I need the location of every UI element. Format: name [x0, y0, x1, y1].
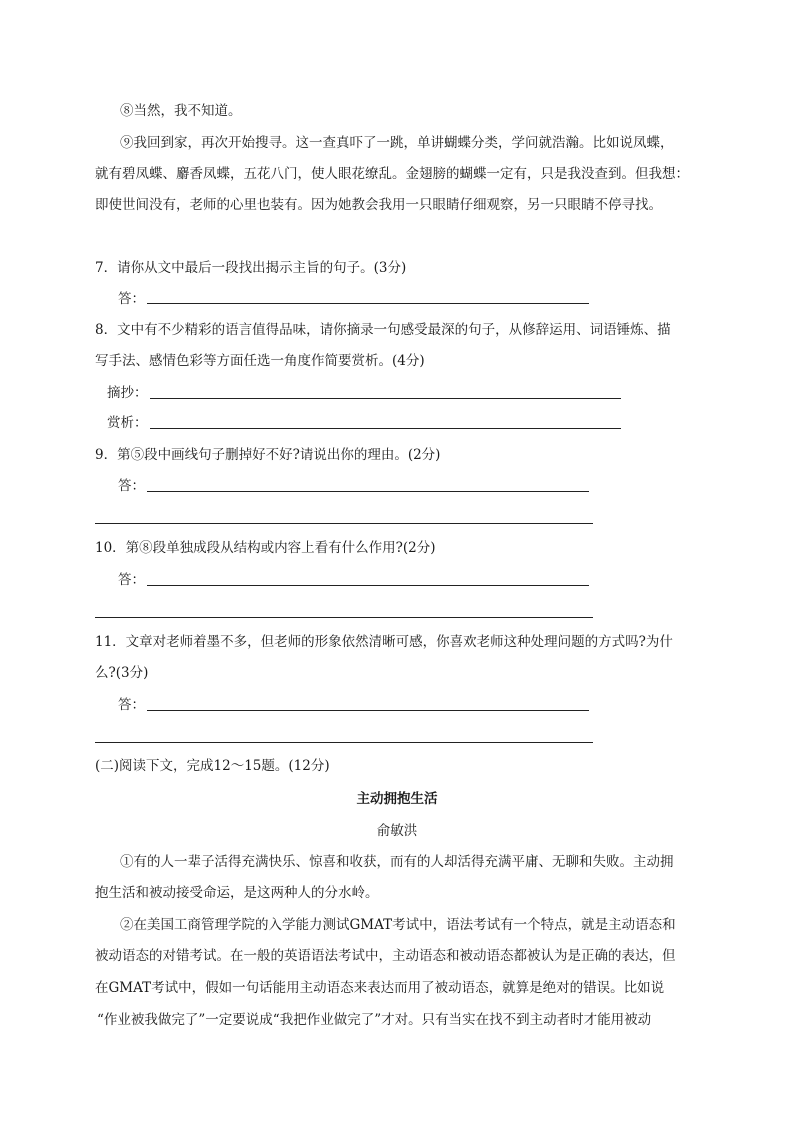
section-2-intro: (二)阅读下文，完成12～15题。(12分)	[95, 758, 330, 774]
article-paragraph-2-line-1: ②在美国工商管理学院的入学能力测试GMAT考试中，语法考试有一个特点，就是主动语态和	[120, 917, 676, 933]
article-author: 俞敏洪	[376, 823, 418, 839]
article-paragraph-1-line-2: 抱生活和被动接受命运，是这两种人的分水岭。	[95, 885, 379, 901]
question-9: 9．第⑤段中画线句子删掉好不好?请说出你的理由。(2分)	[95, 447, 441, 463]
appreciation-label: 赏析：	[107, 415, 148, 431]
answer-line-2[interactable]	[95, 523, 593, 524]
answer-line[interactable]	[147, 303, 589, 304]
article-paragraph-1-line-1: ①有的人一辈子活得充满快乐、惊喜和收获，而有的人却活得充满平庸、无聊和失败。主动拥	[120, 854, 674, 870]
answer-line[interactable]	[147, 710, 589, 711]
question-11-line-1: 11．文章对老师着墨不多，但老师的形象依然清晰可感，你喜欢老师这种处理问题的方式吗?为什	[95, 634, 673, 650]
answer-label: 答：	[118, 697, 145, 713]
paragraph-9-line-3: 即使世间没有，老师的心里也装有。因为她教会我用一只眼睛仔细观察，另一只眼睛不停寻找。	[95, 197, 662, 213]
article-paragraph-2-line-3: 在GMAT考试中，假如一句话能用主动语态来表达而用了被动语态，就算是绝对的错误。比如说	[95, 980, 665, 996]
answer-label: 答：	[118, 478, 145, 494]
answer-line-2[interactable]	[95, 617, 593, 618]
question-8-line-1: 8．文中有不少精彩的语言值得品味，请你摘录一句感受最深的句子，从修辞运用、词语锤炼、描	[95, 322, 671, 338]
excerpt-label: 摘抄：	[107, 385, 148, 401]
answer-line[interactable]	[147, 491, 589, 492]
article-paragraph-2-line-2: 被动语态的对错考试。在一般的英语语法考试中，主动语态和被动语态都被认为是正确的表达，但	[95, 948, 676, 964]
excerpt-line[interactable]	[150, 398, 621, 399]
question-11-line-2: 么?(3分)	[95, 665, 149, 681]
appreciation-line[interactable]	[150, 428, 621, 429]
question-8-line-2: 写手法、感情色彩等方面任选一角度作简要赏析。(4分)	[95, 353, 425, 369]
question-7: 7．请你从文中最后一段找出揭示主旨的句子。(3分)	[95, 260, 407, 276]
answer-line[interactable]	[147, 585, 589, 586]
paragraph-9-line-1: ⑨我回到家，再次开始搜寻。这一查真吓了一跳，单讲蝴蝶分类，学问就浩瀚。比如说凤蝶，	[120, 135, 674, 151]
article-title: 主动拥抱生活	[356, 791, 438, 807]
question-10: 10．第⑧段单独成段从结构或内容上看有什么作用?(2分)	[95, 540, 436, 556]
paragraph-8: ⑧当然，我不知道。	[120, 103, 242, 119]
answer-label: 答：	[118, 572, 145, 588]
paragraph-9-line-2: 就有碧凤蝶、麝香凤蝶，五花八门，使人眼花缭乱。金翅膀的蝴蝶一定有，只是我没查到。但我想：	[95, 166, 689, 182]
article-paragraph-2-line-4: “作业被我做完了”一定要说成“我把作业做完了”才对。只有当实在找不到主动者时才能用被动	[97, 1012, 652, 1028]
answer-line-2[interactable]	[95, 742, 593, 743]
answer-label: 答：	[118, 291, 145, 307]
